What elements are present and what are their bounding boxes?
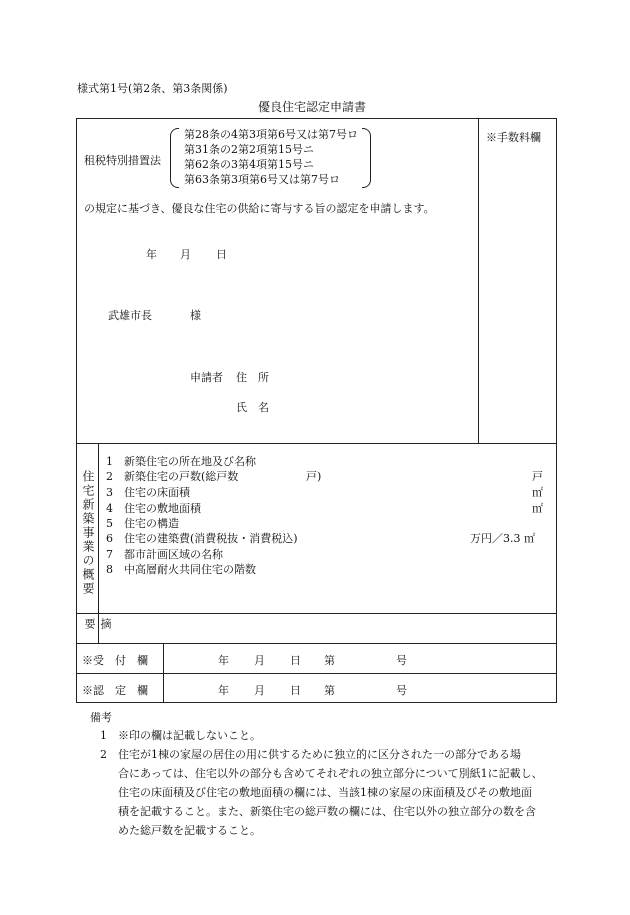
project-item: 7 都市計画区域の名称 <box>106 548 223 561</box>
row-divider-2 <box>76 613 557 614</box>
bracket-left <box>170 128 179 188</box>
bracket-right <box>362 128 371 188</box>
frame-left <box>76 118 77 702</box>
reception-number-prefix: 第 <box>324 654 335 667</box>
reception-month: 月 <box>254 654 265 667</box>
certification-day: 日 <box>290 684 301 697</box>
reception-day: 日 <box>290 654 301 667</box>
project-item-unit: ㎡ <box>532 502 543 515</box>
project-item-total-unit: 戸) <box>306 470 322 483</box>
row-divider-4 <box>76 673 557 674</box>
project-item: 6 住宅の建築費(消費税抜・消費税込) <box>106 532 298 545</box>
reception-label: ※受 付 欄 <box>82 654 148 667</box>
project-label: 住宅新築事業の概要 <box>81 470 95 596</box>
form-title: 優良住宅認定申請書 <box>258 100 367 114</box>
note-line: 住宅の床面積及び住宅の敷地面積の欄には、当該1棟の家屋の床面積及びその敷地面 <box>118 786 532 799</box>
frame-right <box>556 118 557 702</box>
certification-number-suffix: 号 <box>396 684 407 697</box>
certification-month: 月 <box>254 684 265 697</box>
date-day: 日 <box>216 248 227 261</box>
remarks-label: 摘要 <box>83 618 112 631</box>
addressee-name: 武雄市長 <box>108 309 152 322</box>
reception-year: 年 <box>218 654 229 667</box>
law-label: 租税特別措置法 <box>84 154 161 167</box>
fee-column-divider <box>478 118 479 443</box>
project-item-unit: ㎡ <box>532 486 543 499</box>
law-articles <box>184 127 358 187</box>
law-article: 第62条の3第4項第15号ニ <box>184 158 314 171</box>
project-item: 2 新築住宅の戸数(総戸数 <box>106 470 239 483</box>
project-item: 8 中高層耐火共同住宅の階数 <box>106 563 256 576</box>
form-number: 様式第1号(第2条、第3条関係) <box>77 82 228 95</box>
applicant-label: 申請者 <box>190 371 223 384</box>
note-line: 1 ※印の欄は記載しないこと。 <box>100 729 261 742</box>
applicant-name-label: 氏 名 <box>236 401 269 414</box>
notes-heading: 備考 <box>90 711 112 724</box>
project-item: 3 住宅の床面積 <box>106 486 190 499</box>
project-item: 1 新築住宅の所在地及び名称 <box>106 455 256 468</box>
date-year: 年 <box>146 248 157 261</box>
stamp-column-divider <box>163 643 164 702</box>
note-line: めた総戸数を記載すること。 <box>118 824 261 837</box>
reception-number-suffix: 号 <box>396 654 407 667</box>
frame-top <box>76 118 557 119</box>
addressee-honorific: 様 <box>190 309 201 322</box>
frame-bottom <box>76 702 557 703</box>
row-divider-3 <box>76 643 557 644</box>
note-line: 2 住宅が1棟の家屋の居住の用に供するために独立的に区分された一の部分である場 <box>100 748 521 761</box>
law-article: 第31条の2第2項第15号ニ <box>184 143 314 156</box>
fee-label: ※手数料欄 <box>486 131 541 144</box>
row-divider-1 <box>76 443 557 444</box>
law-article: 第63条第3項第6号又は第7号ロ <box>184 173 340 186</box>
project-item-unit: 万円／3.3 ㎡ <box>470 532 535 545</box>
law-article: 第28条の4第3項第6号又は第7号ロ <box>184 128 358 141</box>
date-month: 月 <box>180 248 191 261</box>
certification-number-prefix: 第 <box>324 684 335 697</box>
certification-year: 年 <box>218 684 229 697</box>
applicant-address-label: 住 所 <box>236 371 269 384</box>
certification-label: ※認 定 欄 <box>82 684 148 697</box>
note-line: 合にあっては、住宅以外の部分も含めてそれぞれの独立部分について別紙1に記載し、 <box>118 767 543 780</box>
note-line: 積を記載すること。また、新築住宅の総戸数の欄には、住宅以外の独立部分の数を含 <box>118 805 536 818</box>
project-item: 4 住宅の敷地面積 <box>106 502 201 515</box>
project-item: 5 住宅の構造 <box>106 517 179 530</box>
request-text: の規定に基づき、優良な住宅の供給に寄与する旨の認定を申請します。 <box>84 202 435 215</box>
project-item-unit: 戸 <box>532 470 543 483</box>
